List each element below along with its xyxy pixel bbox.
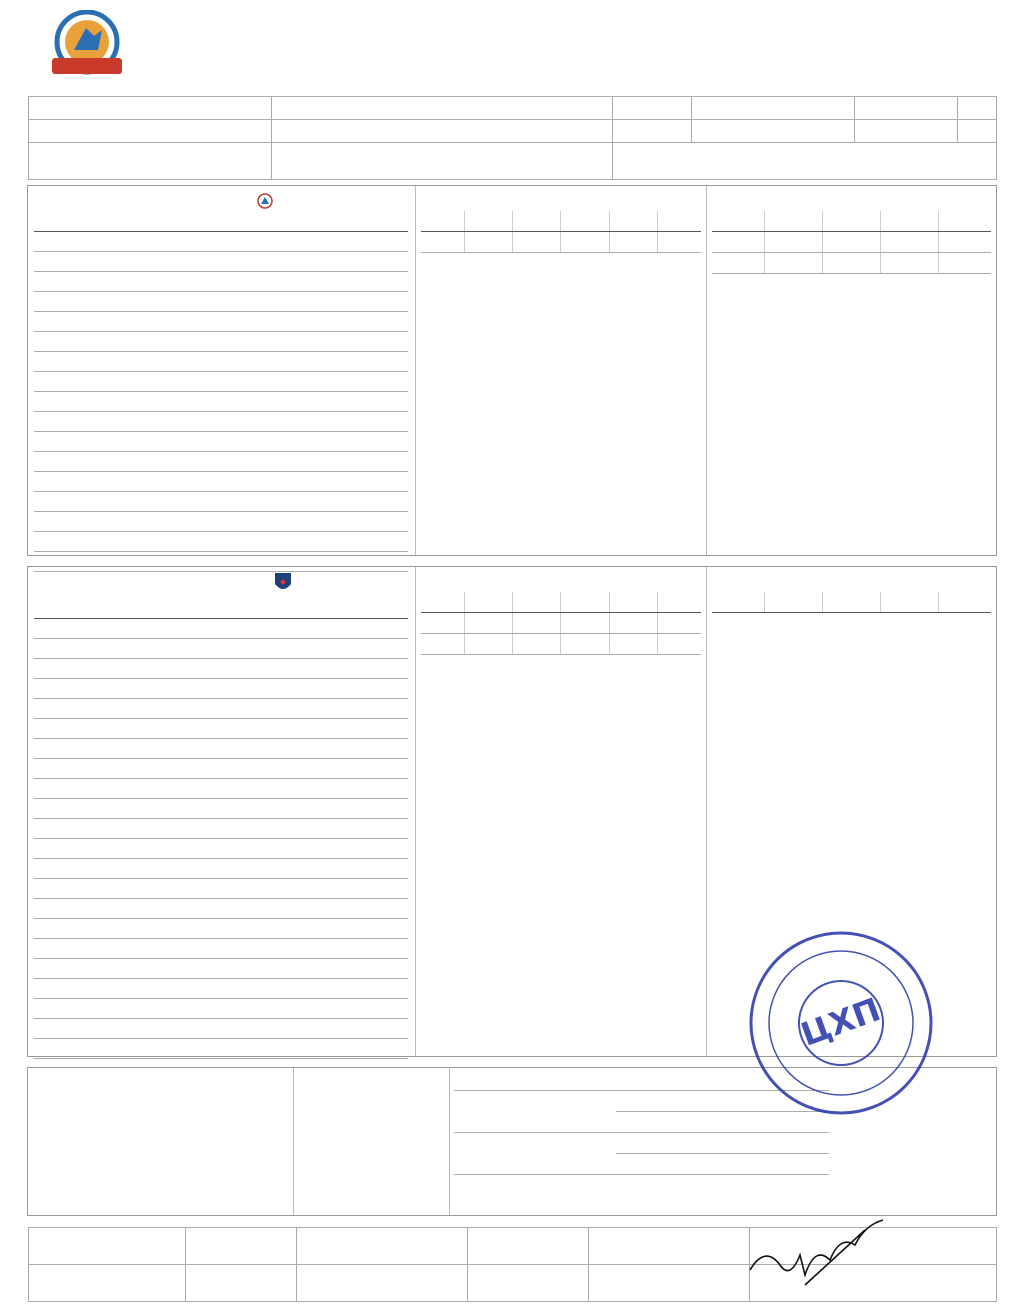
player-number [34, 699, 61, 719]
player-position [235, 999, 409, 1019]
player-name [61, 979, 235, 999]
roster-row [34, 252, 408, 272]
player-number [34, 472, 61, 492]
roster-row [34, 392, 408, 412]
column-header [609, 211, 657, 232]
column-header [764, 211, 822, 232]
table-cell [712, 253, 764, 274]
player-position [235, 512, 409, 532]
player-name [61, 412, 235, 432]
table-cell [421, 634, 464, 655]
player-number [34, 999, 61, 1019]
column-header [881, 592, 939, 613]
player-name [61, 859, 235, 879]
table-cell [881, 232, 939, 253]
player-position [235, 699, 409, 719]
table-cell [464, 232, 512, 253]
roster-row [34, 819, 408, 839]
column-header [609, 592, 657, 613]
column-header [764, 592, 822, 613]
player-name [61, 452, 235, 472]
table-cell [561, 634, 609, 655]
column-header [421, 592, 464, 613]
roster-row [34, 292, 408, 312]
player-number [34, 452, 61, 472]
table-cell [421, 613, 464, 634]
player-name [61, 432, 235, 452]
player-position [235, 959, 409, 979]
player-position [235, 739, 409, 759]
player-position [235, 879, 409, 899]
player-position [235, 839, 409, 859]
roster-row [34, 272, 408, 292]
player-position [235, 819, 409, 839]
table-cell [658, 634, 702, 655]
table-row [421, 232, 701, 253]
column-header [822, 592, 880, 613]
player-name [61, 819, 235, 839]
roster-row [34, 799, 408, 819]
tournament-logo [44, 10, 130, 82]
time-label [613, 120, 692, 143]
player-name [61, 252, 235, 272]
player-number [34, 1019, 61, 1039]
player-number [34, 719, 61, 739]
column-header [881, 211, 939, 232]
table-cell [513, 634, 561, 655]
player-number [34, 859, 61, 879]
team-a-penalties-table [712, 211, 991, 274]
column-header [513, 211, 561, 232]
player-number [34, 492, 61, 512]
table-cell [513, 232, 561, 253]
team-b-penalties-table [712, 592, 991, 613]
team-b-goals-table [421, 592, 701, 655]
roster-row [34, 659, 408, 679]
video-link[interactable] [272, 143, 613, 180]
team-a-goals-table [421, 211, 701, 253]
roster-row [34, 859, 408, 879]
column-header [464, 211, 512, 232]
roster-row [34, 312, 408, 332]
player-number [34, 799, 61, 819]
roster-row [34, 999, 408, 1019]
player-name [61, 919, 235, 939]
player-position [235, 759, 409, 779]
table-cell [764, 253, 822, 274]
column-header [712, 211, 764, 232]
roster-row [34, 899, 408, 919]
table-cell [609, 232, 657, 253]
roster-row [34, 619, 408, 639]
player-position [235, 232, 409, 252]
player-name [61, 312, 235, 332]
player-number [34, 532, 61, 552]
player-name [61, 1019, 235, 1039]
roster-row [34, 432, 408, 452]
roster-row [34, 699, 408, 719]
player-position [235, 679, 409, 699]
player-name [61, 659, 235, 679]
player-name [61, 739, 235, 759]
player-name [61, 272, 235, 292]
player-name [61, 492, 235, 512]
player-number [34, 312, 61, 332]
player-name [61, 759, 235, 779]
player-position [235, 252, 409, 272]
player-number [34, 332, 61, 352]
table-row [712, 253, 991, 274]
player-number [34, 272, 61, 292]
signature [745, 1215, 890, 1295]
tournament-value [272, 97, 613, 120]
column-header [464, 592, 512, 613]
player-number [34, 412, 61, 432]
spectators-value [958, 120, 997, 143]
player-number [34, 1039, 61, 1059]
player-number [34, 619, 61, 639]
player-position [235, 639, 409, 659]
player-position [235, 332, 409, 352]
player-number [34, 292, 61, 312]
player-number [34, 899, 61, 919]
roster-row [34, 472, 408, 492]
player-number [34, 939, 61, 959]
player-number [34, 352, 61, 372]
column-header [513, 592, 561, 613]
roster-row [34, 1039, 408, 1059]
roster-row [34, 532, 408, 552]
match-value [958, 97, 997, 120]
table-cell [764, 232, 822, 253]
player-number [34, 839, 61, 859]
player-number [34, 739, 61, 759]
player-position [235, 532, 409, 552]
player-number [34, 659, 61, 679]
player-number [34, 372, 61, 392]
player-position [235, 352, 409, 372]
venue-value [272, 120, 613, 143]
player-number [34, 232, 61, 252]
column-header [822, 211, 880, 232]
player-number [34, 979, 61, 999]
player-number [34, 819, 61, 839]
player-name [61, 372, 235, 392]
roster-row [34, 959, 408, 979]
player-name [61, 959, 235, 979]
player-position [235, 492, 409, 512]
table-cell [822, 232, 880, 253]
player-number [34, 252, 61, 272]
player-number [34, 639, 61, 659]
player-name [61, 679, 235, 699]
player-number [34, 432, 61, 452]
roster-row [34, 512, 408, 532]
periods-title [454, 1070, 713, 1091]
player-name [61, 232, 235, 252]
table-cell [658, 613, 702, 634]
venue-label [29, 120, 272, 143]
roster-row [34, 372, 408, 392]
player-name [61, 332, 235, 352]
player-position [235, 1039, 409, 1059]
table-cell [561, 232, 609, 253]
player-position [235, 392, 409, 412]
player-position [235, 979, 409, 999]
column-header [712, 592, 764, 613]
player-name [61, 719, 235, 739]
table-cell [561, 613, 609, 634]
team-b-logo-icon [274, 572, 292, 597]
player-position [235, 272, 409, 292]
player-position [235, 779, 409, 799]
table-row [421, 613, 701, 634]
player-name [61, 472, 235, 492]
roster-row [34, 719, 408, 739]
table-cell [421, 232, 464, 253]
player-name [61, 512, 235, 532]
team-a-logo-icon [257, 193, 273, 212]
player-number [34, 392, 61, 412]
player-name [61, 352, 235, 372]
spectators-label [855, 120, 958, 143]
table-cell [712, 232, 764, 253]
player-position [235, 919, 409, 939]
roster-row [34, 452, 408, 472]
player-number [34, 959, 61, 979]
player-name [61, 939, 235, 959]
table-row [712, 232, 991, 253]
player-number [34, 919, 61, 939]
player-name [61, 619, 235, 639]
column-header [939, 592, 991, 613]
player-name [61, 879, 235, 899]
player-position [235, 292, 409, 312]
table-cell [939, 253, 991, 274]
player-position [235, 899, 409, 919]
roster-row [34, 332, 408, 352]
player-position [235, 619, 409, 639]
roster-row [34, 492, 408, 512]
team-b-roster [34, 599, 408, 1059]
table-cell [464, 634, 512, 655]
organization-stamp [748, 930, 934, 1116]
roster-row [34, 639, 408, 659]
roster-row [34, 919, 408, 939]
column-header [561, 592, 609, 613]
player-number [34, 779, 61, 799]
player-name [61, 899, 235, 919]
player-number [34, 879, 61, 899]
roster-row [34, 352, 408, 372]
table-cell [464, 613, 512, 634]
player-name [61, 839, 235, 859]
table-cell [609, 613, 657, 634]
roster-row [34, 412, 408, 432]
match-label [855, 97, 958, 120]
tournament-label [29, 97, 272, 120]
table-cell [881, 253, 939, 274]
match-info-table [28, 96, 997, 180]
roster-row [34, 939, 408, 959]
player-position [235, 372, 409, 392]
roster-row [34, 839, 408, 859]
player-position [235, 312, 409, 332]
column-header [658, 592, 702, 613]
player-position [235, 452, 409, 472]
roster-row [34, 232, 408, 252]
date-label [613, 97, 692, 120]
player-name [61, 292, 235, 312]
player-number [34, 512, 61, 532]
table-cell [822, 253, 880, 274]
svg-text:ЦХП: ЦХП [796, 990, 886, 1054]
video-label [29, 143, 272, 180]
player-position [235, 799, 409, 819]
roster-row [34, 1019, 408, 1039]
player-position [235, 939, 409, 959]
player-number [34, 679, 61, 699]
column-header [421, 211, 464, 232]
player-name [61, 639, 235, 659]
roster-row [34, 879, 408, 899]
column-header [658, 211, 702, 232]
player-number [34, 759, 61, 779]
column-header [561, 211, 609, 232]
player-name [61, 999, 235, 1019]
table-cell [939, 232, 991, 253]
player-position [235, 472, 409, 492]
player-position [235, 1019, 409, 1039]
player-name [61, 699, 235, 719]
table-cell [658, 232, 702, 253]
player-position [235, 859, 409, 879]
player-name [61, 532, 235, 552]
table-row [421, 634, 701, 655]
team-a-roster [34, 212, 408, 572]
time-value [692, 120, 855, 143]
roster-row [34, 779, 408, 799]
date-value [692, 97, 855, 120]
roster-row [34, 759, 408, 779]
column-header [939, 211, 991, 232]
player-name [61, 799, 235, 819]
player-name [61, 1039, 235, 1059]
player-position [235, 412, 409, 432]
roster-row [34, 739, 408, 759]
player-name [61, 392, 235, 412]
roster-row [34, 979, 408, 999]
player-position [235, 432, 409, 452]
table-cell [513, 613, 561, 634]
player-position [235, 659, 409, 679]
table-cell [609, 634, 657, 655]
player-position [235, 719, 409, 739]
roster-row [34, 679, 408, 699]
player-name [61, 779, 235, 799]
